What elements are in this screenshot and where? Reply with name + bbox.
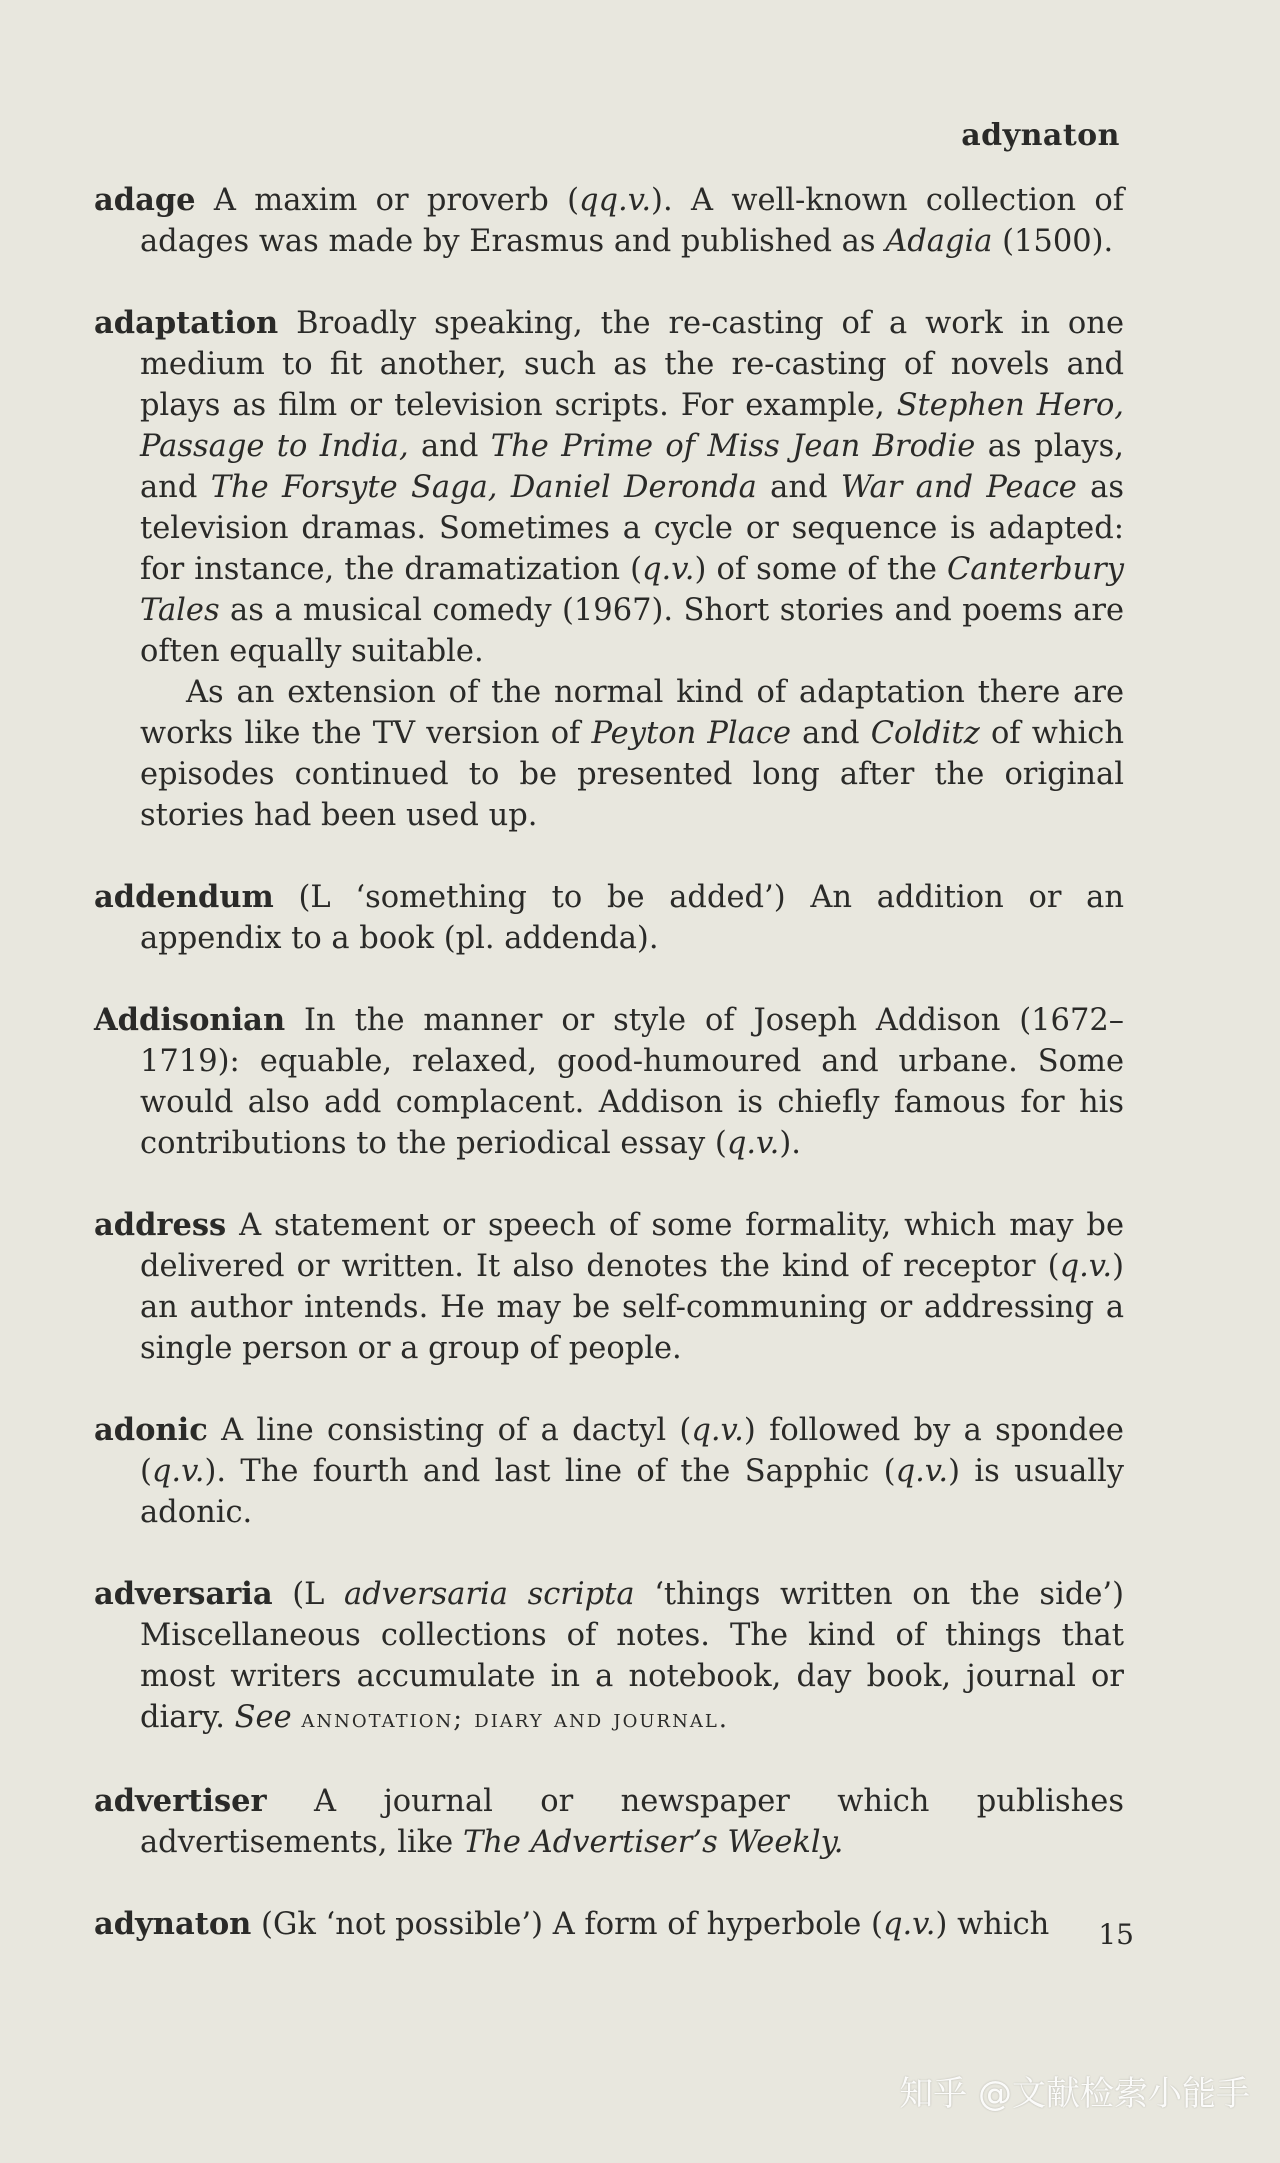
entry-italic: War and Peace xyxy=(840,470,1077,505)
entry-italic: q.v. xyxy=(895,1454,949,1489)
entry-text: (L xyxy=(272,1577,345,1612)
entry-text: In the manner or style of Joseph Addison (1672–1719): equable, relaxed, good-humoured and urbane. Some would also add complacent. Addison is chiefly famous for his contributions to the periodical essay ( xyxy=(140,1003,1124,1161)
entry-text: ) is usually adonic. xyxy=(140,1454,1124,1530)
entry-list xyxy=(94,180,1124,1945)
entry-advertiser xyxy=(94,1781,1124,1863)
entry-italic: The Prime of Miss Jean Brodie xyxy=(490,429,976,464)
headword: adaptation xyxy=(94,305,279,341)
entry-italic: Adagia xyxy=(885,224,993,259)
watermark: 知乎 @文献检索小能手 xyxy=(899,2074,1250,2114)
headword: adynaton xyxy=(94,1906,252,1942)
entry-italic: See xyxy=(234,1700,292,1735)
entry-text: ) followed by a spondee ( xyxy=(140,1413,1124,1489)
entry-text: ) an author intends. He may be self-communing or addressing a single person or a group of people. xyxy=(140,1249,1124,1366)
entry-text: ‘things written on the side’) Miscellaneous collections of notes. The kind of things that most writers accumulate in a notebook, day book, journal or diary. xyxy=(140,1577,1125,1735)
entry-italic: q.v. xyxy=(691,1413,744,1448)
entry-text: as a musical comedy (1967). Short stories and poems are often equally suitable. xyxy=(140,593,1124,669)
entry-text: and xyxy=(756,470,841,505)
entry-italic: q.v. xyxy=(726,1126,780,1161)
entry-adynaton xyxy=(94,1904,1124,1945)
entry-italic: The Forsyte Saga, Daniel Deronda xyxy=(210,470,757,505)
entry-adage xyxy=(94,180,1124,262)
entry-text: A statement or speech of some formality, which may be delivered or written. It also denotes the kind of receptor ( xyxy=(140,1208,1124,1284)
entry-text: as television dramas. Sometimes a cycle or sequence is adapted: for instance, the dramatization ( xyxy=(140,470,1125,587)
entry-italic: Peyton Place xyxy=(591,716,791,751)
entry-adonic xyxy=(94,1410,1124,1533)
entry-text: and xyxy=(791,716,871,751)
cross-reference: annotation; diary and journal. xyxy=(301,1704,730,1734)
entry-text: as plays, and xyxy=(140,429,1124,505)
entry-italic: q.v. xyxy=(641,552,695,587)
entry-text: (L ‘something to be added’) An addition or an appendix to a book (pl. addenda). xyxy=(140,880,1124,956)
headword: adonic xyxy=(94,1412,208,1448)
entry-text: A line consisting of a dactyl ( xyxy=(207,1413,692,1448)
entry-italic: adversaria scripta xyxy=(344,1577,635,1612)
entry-italic: q.v. xyxy=(882,1907,936,1942)
entry-adversaria xyxy=(94,1574,1124,1740)
entry-italic: qq.v. xyxy=(578,183,652,218)
entry-text: A maxim or proverb ( xyxy=(195,183,579,218)
entry-text: ) which xyxy=(935,1907,1050,1942)
entry-paragraph xyxy=(140,672,1124,836)
entry-addisonian xyxy=(94,1000,1124,1164)
entry-italic: q.v. xyxy=(1059,1249,1113,1284)
entry-text: ) of some of the xyxy=(694,552,947,587)
entry-text: (Gk ‘not possible’) A form of hyperbole ( xyxy=(251,1907,883,1942)
entry-italic: Colditz xyxy=(870,716,980,751)
entry-text: As an extension of the normal kind of adaptation there are works like the TV version of xyxy=(140,675,1124,751)
entry-text: and xyxy=(408,429,491,464)
entry-italic: Canterbury Tales xyxy=(140,552,1124,628)
page-number: 15 xyxy=(1098,1918,1134,1951)
entry-text: A journal or newspaper which publishes advertisements, like xyxy=(140,1784,1124,1860)
entry-addendum xyxy=(94,877,1124,959)
entry-text xyxy=(292,1700,302,1735)
entry-text: ). A well-known collection of adages was made by Erasmus and published as xyxy=(140,183,1124,259)
entry-italic: Stephen Hero, Passage to India, xyxy=(140,388,1125,464)
entry-italic: q.v. xyxy=(151,1454,205,1489)
entry-text: ). The fourth and last line of the Sapphic ( xyxy=(204,1454,896,1489)
headword: adage xyxy=(94,182,196,218)
headword: adversaria xyxy=(94,1576,273,1612)
headword: address xyxy=(94,1207,227,1243)
headword: Addisonian xyxy=(94,1002,286,1038)
entry-text: of which episodes continued to be presented long after the original stories had been used up. xyxy=(140,716,1124,833)
entry-italic: The Advertiser’s Weekly. xyxy=(462,1825,844,1860)
entry-adaptation xyxy=(94,303,1124,836)
headword: addendum xyxy=(94,879,274,915)
entry-text: Broadly speaking, the re-casting of a work in one medium to fit another, such as the re-casting of novels and plays as film or television scripts. For example, xyxy=(140,306,1124,423)
entry-text: (1500). xyxy=(992,224,1114,259)
entry-text: ). xyxy=(779,1126,801,1161)
entry-address xyxy=(94,1205,1124,1369)
headword: advertiser xyxy=(94,1783,267,1819)
running-head: adynaton xyxy=(961,118,1120,153)
